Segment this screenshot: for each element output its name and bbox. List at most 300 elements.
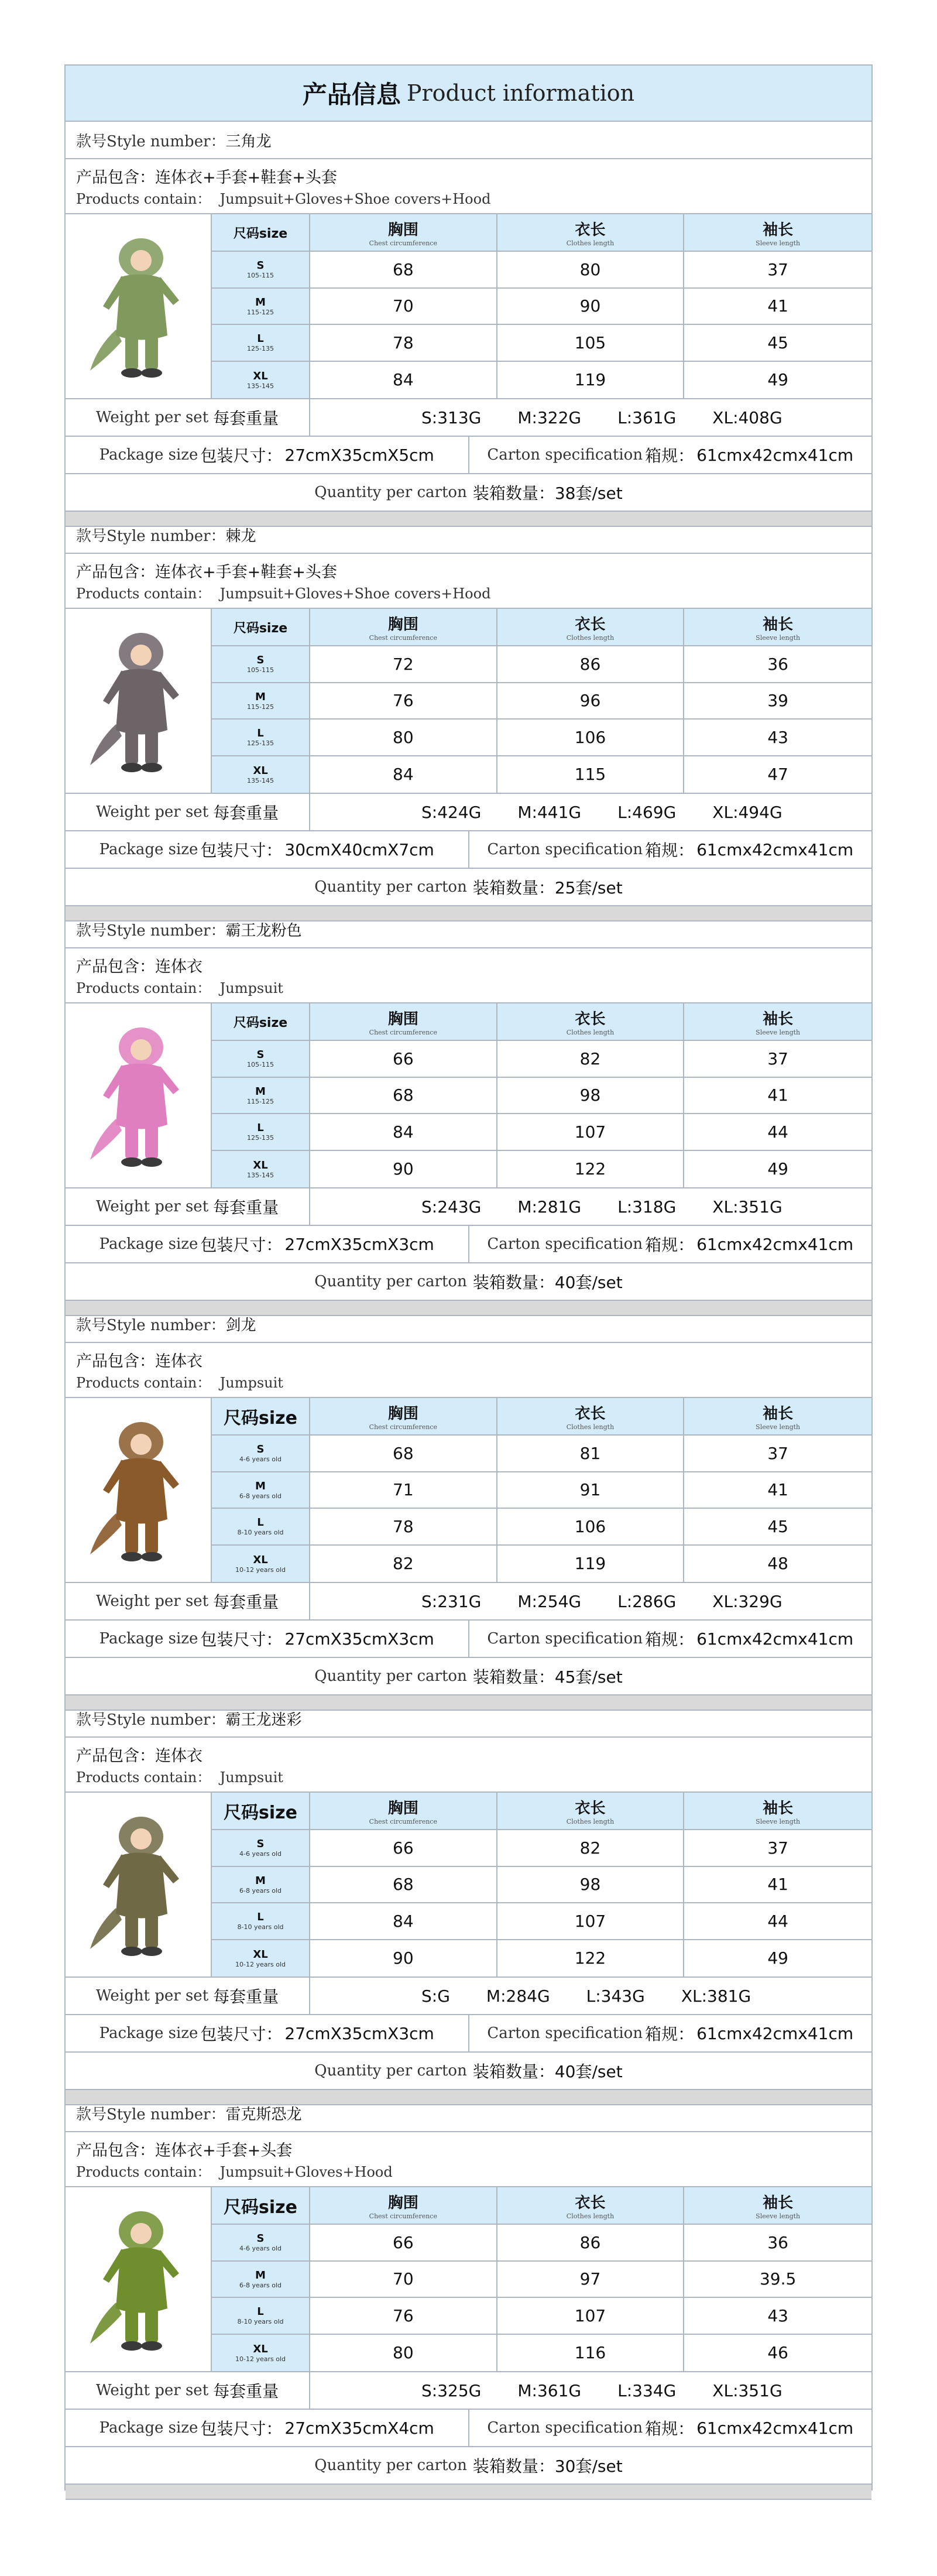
weight-label xyxy=(66,399,310,436)
size-range: 6-8 years old xyxy=(239,1886,282,1895)
quantity-value: 40套/set xyxy=(554,2062,623,2081)
style-number-row xyxy=(66,1306,871,1343)
contains-value-en: Jumpsuit+Gloves+Hood xyxy=(219,2164,393,2180)
size-range: 115-125 xyxy=(247,308,274,316)
size-table xyxy=(212,609,871,793)
size-cell xyxy=(212,1940,310,1977)
contains-label-en: Products contain： xyxy=(76,980,211,996)
quantity-row xyxy=(66,1658,871,1695)
weight-values xyxy=(310,794,871,830)
package-label-en: Package size xyxy=(99,446,198,464)
size-cell xyxy=(212,1436,310,1472)
size-column-header xyxy=(212,2187,310,2225)
size-cell xyxy=(212,756,310,793)
sleeve-header-en: Sleeve length xyxy=(756,1423,801,1431)
weight-label-cn: 每套重量 xyxy=(213,1987,279,2006)
product-photo xyxy=(66,609,212,793)
contains-label-cn: 产品包含： xyxy=(76,958,155,976)
size-header-label: 尺码size xyxy=(233,1015,288,1030)
weight-value: M:322G xyxy=(517,407,582,427)
chest-value: 68 xyxy=(310,1867,497,1904)
sleeve-value: 45 xyxy=(684,1509,871,1546)
chest-header-cn: 胸围 xyxy=(387,1800,418,1817)
product-info-sheet xyxy=(64,64,873,2491)
chest-value: 71 xyxy=(310,1472,497,1509)
sleeve-value: 43 xyxy=(684,2298,871,2335)
sleeve-header-cn: 袖长 xyxy=(763,1800,794,1817)
contains-row xyxy=(66,1343,871,1398)
chest-value: 76 xyxy=(310,683,497,720)
size-header-label: 尺码size xyxy=(224,1803,297,1823)
size-column-header xyxy=(212,1003,310,1041)
chest-value: 84 xyxy=(310,756,497,793)
size-block xyxy=(66,1793,871,1978)
sleeve-value: 37 xyxy=(684,252,871,289)
weight-label xyxy=(66,1978,310,2014)
carton-label-en: Carton specification xyxy=(487,1235,643,1253)
weight-label xyxy=(66,1583,310,1619)
carton-label-cn: 箱规： xyxy=(645,1235,695,1255)
sleeve-header-cn: 袖长 xyxy=(763,1010,794,1028)
quantity-label-en: Quantity per carton xyxy=(314,878,467,896)
carton-value: 61cmx42cmx41cm xyxy=(696,2023,854,2043)
weight-value: XL:494G xyxy=(712,802,782,822)
quantity-value: 38套/set xyxy=(554,484,623,503)
weight-values xyxy=(310,1188,871,1225)
size-table xyxy=(212,1003,871,1187)
length-header-en: Clothes length xyxy=(566,1818,615,1825)
sleeve-value: 37 xyxy=(684,1436,871,1472)
size-code: XL xyxy=(253,764,268,777)
weight-value: M:361G xyxy=(517,2380,582,2400)
weight-row xyxy=(66,794,871,831)
contains-label-cn: 产品包含： xyxy=(76,1747,155,1765)
package-label-cn: 包装尺寸： xyxy=(200,446,283,465)
sleeve-value: 37 xyxy=(684,1041,871,1078)
contains-label-en: Products contain： xyxy=(76,585,211,602)
weight-value: XL:329G xyxy=(712,1591,782,1611)
chest-header-cn: 胸围 xyxy=(387,616,418,633)
size-code: M xyxy=(255,1874,266,1887)
package-label-cn: 包装尺寸： xyxy=(200,1235,283,1255)
length-value: 90 xyxy=(497,289,685,326)
sleeve-value: 41 xyxy=(684,289,871,326)
chest-value: 80 xyxy=(310,2335,497,2372)
package-label-en: Package size xyxy=(99,841,198,858)
style-label: 款号Style number： xyxy=(76,132,226,150)
size-header-label: 尺码size xyxy=(224,1408,297,1429)
size-header-label: 尺码size xyxy=(233,226,288,241)
weight-label xyxy=(66,2372,310,2409)
contains-value-cn: 连体衣 xyxy=(155,958,202,976)
size-block xyxy=(66,1398,871,1583)
quantity-row xyxy=(66,2447,871,2485)
contains-value-en: Jumpsuit xyxy=(219,980,283,996)
chest-header-cn: 胸围 xyxy=(387,221,418,239)
chest-value: 84 xyxy=(310,362,497,399)
style-value: 三角龙 xyxy=(225,132,272,150)
package-row xyxy=(66,1226,871,1263)
dinosaur-costume-image xyxy=(85,619,191,783)
contains-value-en: Jumpsuit+Gloves+Shoe covers+Hood xyxy=(219,191,491,207)
length-value: 97 xyxy=(497,2262,685,2298)
size-range: 4-6 years old xyxy=(239,1850,282,1858)
carton-label-en: Carton specification xyxy=(487,1630,643,1647)
sleeve-column-header xyxy=(684,1003,871,1041)
carton-label-en: Carton specification xyxy=(487,2025,643,2042)
weight-value: M:281G xyxy=(517,1197,582,1217)
chest-column-header xyxy=(310,2187,497,2225)
chest-value: 84 xyxy=(310,1903,497,1940)
chest-column-header xyxy=(310,1003,497,1041)
sleeve-header-cn: 袖长 xyxy=(763,221,794,239)
chest-header-en: Chest circumference xyxy=(369,2212,437,2220)
contains-value-cn: 连体衣 xyxy=(155,1747,202,1765)
length-value: 119 xyxy=(497,362,685,399)
sleeve-header-cn: 袖长 xyxy=(763,1405,794,1423)
chest-header-cn: 胸围 xyxy=(387,2194,418,2212)
size-range: 135-145 xyxy=(247,776,274,785)
length-value: 106 xyxy=(497,720,685,756)
header-title-en: Product information xyxy=(406,80,635,106)
length-header-cn: 衣长 xyxy=(575,1800,606,1817)
contains-row xyxy=(66,1738,871,1793)
product-photo xyxy=(66,1003,212,1187)
contains-label-en: Products contain： xyxy=(76,1769,211,1786)
contains-value-en: Jumpsuit xyxy=(219,1769,283,1786)
carton-label-cn: 箱规： xyxy=(645,2419,695,2438)
contains-value-cn: 连体衣+手套+鞋套+头套 xyxy=(155,563,337,581)
weight-value: L:361G xyxy=(617,407,677,427)
sleeve-value: 36 xyxy=(684,646,871,683)
package-label-cn: 包装尺寸： xyxy=(200,2025,283,2044)
chest-header-cn: 胸围 xyxy=(387,1010,418,1028)
size-code: XL xyxy=(253,2342,268,2355)
size-cell xyxy=(212,2262,310,2298)
dinosaur-costume-image xyxy=(85,1408,191,1572)
length-value: 122 xyxy=(497,1151,685,1188)
carton-label-en: Carton specification xyxy=(487,446,643,464)
package-size xyxy=(66,437,469,473)
package-row xyxy=(66,831,871,869)
length-value: 98 xyxy=(497,1078,685,1115)
sleeve-value: 44 xyxy=(684,1114,871,1151)
package-row xyxy=(66,1621,871,1658)
contains-value-en: Jumpsuit xyxy=(219,1375,283,1391)
length-header-cn: 衣长 xyxy=(575,2194,606,2212)
chest-value: 84 xyxy=(310,1114,497,1151)
length-header-en: Clothes length xyxy=(566,1423,615,1431)
length-value: 86 xyxy=(497,2225,685,2262)
size-block xyxy=(66,609,871,794)
package-label-cn: 包装尺寸： xyxy=(200,1630,283,1649)
length-value: 107 xyxy=(497,1903,685,1940)
size-table xyxy=(212,214,871,398)
chest-header-en: Chest circumference xyxy=(369,1029,437,1036)
contains-value-cn: 连体衣+手套+头套 xyxy=(155,2142,293,2160)
sleeve-column-header xyxy=(684,1793,871,1830)
length-value: 86 xyxy=(497,646,685,683)
contains-label-cn: 产品包含： xyxy=(76,2142,155,2160)
size-code: S xyxy=(256,1049,265,1061)
quantity-label-cn: 装箱数量： xyxy=(472,2457,555,2476)
size-range: 8-10 years old xyxy=(237,2318,284,2326)
length-column-header xyxy=(497,1793,685,1830)
size-range: 135-145 xyxy=(247,1171,274,1179)
sleeve-value: 37 xyxy=(684,1830,871,1867)
carton-value: 61cmx42cmx41cm xyxy=(696,2418,854,2438)
carton-spec xyxy=(469,1226,872,1262)
chest-value: 72 xyxy=(310,646,497,683)
package-value: 27cmX35cmX3cm xyxy=(284,1629,434,1649)
product-photo xyxy=(66,1398,212,1582)
style-value: 霸王龙迷彩 xyxy=(225,1711,302,1729)
length-value: 116 xyxy=(497,2335,685,2372)
chest-header-en: Chest circumference xyxy=(369,634,437,642)
product-photo xyxy=(66,214,212,398)
weight-value: L:343G xyxy=(586,1986,645,2006)
dinosaur-costume-image xyxy=(85,2197,191,2361)
size-code: L xyxy=(257,1911,264,1924)
weight-label-en: Weight per set xyxy=(95,1592,209,1610)
quantity-value: 40套/set xyxy=(554,1273,623,1292)
weight-values xyxy=(310,1978,871,2014)
weight-label-en: Weight per set xyxy=(95,2382,209,2399)
style-value: 剑龙 xyxy=(225,1316,256,1334)
size-header-label: 尺码size xyxy=(224,2197,297,2218)
chest-header-en: Chest circumference xyxy=(369,1423,437,1431)
contains-label-en: Products contain： xyxy=(76,191,211,207)
weight-value: L:286G xyxy=(617,1591,677,1611)
chest-column-header xyxy=(310,1398,497,1436)
length-column-header xyxy=(497,1398,685,1436)
size-header-label: 尺码size xyxy=(233,621,288,636)
sleeve-column-header xyxy=(684,2187,871,2225)
package-row xyxy=(66,437,871,474)
chest-value: 82 xyxy=(310,1546,497,1582)
contains-label-en: Products contain： xyxy=(76,2164,211,2180)
quantity-label-cn: 装箱数量： xyxy=(472,1667,555,1687)
size-cell xyxy=(212,252,310,289)
size-table xyxy=(212,1398,871,1582)
weight-label-cn: 每套重量 xyxy=(213,1592,279,1612)
quantity-label-en: Quantity per carton xyxy=(314,1667,467,1685)
size-code: M xyxy=(255,1085,266,1098)
contains-label-cn: 产品包含： xyxy=(76,169,155,187)
carton-label-cn: 箱规： xyxy=(645,841,695,860)
weight-value: S:G xyxy=(421,1986,450,2006)
size-code: S xyxy=(256,2232,265,2245)
sleeve-value: 36 xyxy=(684,2225,871,2262)
length-header-en: Clothes length xyxy=(566,1029,615,1036)
size-code: XL xyxy=(253,1159,268,1171)
contains-row xyxy=(66,948,871,1003)
sleeve-header-en: Sleeve length xyxy=(756,2212,801,2220)
package-size xyxy=(66,2410,469,2446)
size-cell xyxy=(212,2335,310,2372)
length-value: 119 xyxy=(497,1546,685,1582)
sleeve-value: 46 xyxy=(767,2343,788,2363)
sleeve-value: 41 xyxy=(684,1867,871,1904)
chest-column-header xyxy=(310,214,497,252)
length-value: 82 xyxy=(497,1830,685,1867)
quantity-label-cn: 装箱数量： xyxy=(472,484,555,503)
size-range: 135-145 xyxy=(247,382,274,390)
sleeve-value: 44 xyxy=(684,1903,871,1940)
size-range: 4-6 years old xyxy=(239,1455,282,1464)
weight-row xyxy=(66,1978,871,2015)
weight-row xyxy=(66,1583,871,1621)
size-cell xyxy=(212,1867,310,1904)
carton-label-cn: 箱规： xyxy=(645,1630,695,1649)
sleeve-value: 43 xyxy=(684,720,871,756)
chest-value: 76 xyxy=(310,2298,497,2335)
size-table xyxy=(212,1793,871,1976)
sleeve-value: 49 xyxy=(767,1159,788,1179)
weight-label xyxy=(66,1188,310,1225)
dinosaur-costume-image xyxy=(85,224,191,388)
chest-value: 70 xyxy=(310,2262,497,2298)
size-code: M xyxy=(255,2269,266,2282)
sleeve-column-header xyxy=(684,1398,871,1436)
sleeve-value: 45 xyxy=(684,325,871,362)
size-code: XL xyxy=(253,1948,268,1961)
size-cell xyxy=(212,1509,310,1546)
size-range: 10-12 years old xyxy=(235,1960,286,1968)
carton-label-en: Carton specification xyxy=(487,2419,643,2437)
quantity-value: 25套/set xyxy=(554,878,623,898)
weight-value: S:325G xyxy=(421,2380,482,2400)
length-column-header xyxy=(497,2187,685,2225)
sheet-header xyxy=(66,66,871,122)
chest-header-en: Chest circumference xyxy=(369,1818,437,1825)
size-range: 6-8 years old xyxy=(239,2281,282,2289)
size-cell xyxy=(212,289,310,326)
size-range: 10-12 years old xyxy=(235,2355,286,2363)
length-column-header xyxy=(497,609,685,646)
size-range: 6-8 years old xyxy=(239,1492,282,1500)
weight-values xyxy=(310,2372,871,2409)
size-cell xyxy=(212,683,310,720)
style-label: 款号Style number： xyxy=(76,527,226,545)
quantity-label-cn: 装箱数量： xyxy=(472,878,555,898)
carton-spec xyxy=(469,1621,872,1657)
sleeve-value: 48 xyxy=(767,1554,788,1574)
product-list xyxy=(66,122,871,2489)
size-column-header xyxy=(212,609,310,646)
package-row xyxy=(66,2015,871,2053)
weight-row xyxy=(66,399,871,437)
size-range: 8-10 years old xyxy=(237,1529,284,1537)
contains-row xyxy=(66,2132,871,2187)
sleeve-value: 49 xyxy=(767,1948,788,1968)
size-range: 4-6 years old xyxy=(239,2245,282,2253)
package-value: 27cmX35cmX4cm xyxy=(284,2418,434,2438)
sleeve-column-header xyxy=(684,609,871,646)
style-label: 款号Style number： xyxy=(76,922,226,940)
quantity-row xyxy=(66,869,871,906)
sleeve-column-header xyxy=(684,214,871,252)
style-number-row xyxy=(66,2095,871,2132)
style-label: 款号Style number： xyxy=(76,2105,226,2123)
contains-row xyxy=(66,554,871,609)
size-code: L xyxy=(257,1122,264,1135)
length-header-en: Clothes length xyxy=(566,2212,615,2220)
product-block xyxy=(66,1306,871,1700)
chest-value: 80 xyxy=(310,720,497,756)
carton-spec xyxy=(469,2410,872,2446)
size-range: 10-12 years old xyxy=(235,1566,286,1574)
size-range: 125-135 xyxy=(247,739,274,748)
chest-value: 90 xyxy=(310,1151,497,1188)
package-label-en: Package size xyxy=(99,1630,198,1647)
package-label-cn: 包装尺寸： xyxy=(200,841,283,860)
carton-label-en: Carton specification xyxy=(487,841,643,858)
product-photo xyxy=(66,1793,212,1976)
size-column-header xyxy=(212,1793,310,1830)
sleeve-header-en: Sleeve length xyxy=(756,1029,801,1036)
size-cell xyxy=(212,646,310,683)
contains-row xyxy=(66,159,871,214)
quantity-row xyxy=(66,2053,871,2090)
quantity-label-cn: 装箱数量： xyxy=(472,2062,555,2081)
weight-label-en: Weight per set xyxy=(95,1987,209,2005)
style-label: 款号Style number： xyxy=(76,1711,226,1729)
package-value: 27cmX35cmX5cm xyxy=(284,445,434,465)
package-size xyxy=(66,1621,469,1657)
size-range: 115-125 xyxy=(247,703,274,711)
weight-value: XL:408G xyxy=(712,407,782,427)
contains-value-cn: 连体衣+手套+鞋套+头套 xyxy=(155,169,337,187)
contains-value-en: Jumpsuit+Gloves+Shoe covers+Hood xyxy=(219,585,491,602)
weight-label-en: Weight per set xyxy=(95,803,209,821)
sleeve-header-en: Sleeve length xyxy=(756,239,801,247)
length-value: 98 xyxy=(497,1867,685,1904)
length-value: 80 xyxy=(497,252,685,289)
length-header-cn: 衣长 xyxy=(575,1405,606,1423)
chest-value: 66 xyxy=(310,1830,497,1867)
quantity-value: 30套/set xyxy=(554,2457,623,2476)
style-number-row xyxy=(66,122,871,159)
size-code: S xyxy=(256,259,265,272)
dinosaur-costume-image xyxy=(85,1013,191,1177)
length-header-cn: 衣长 xyxy=(575,221,606,239)
length-header-cn: 衣长 xyxy=(575,616,606,633)
sleeve-value: 41 xyxy=(684,1078,871,1115)
style-value: 雷克斯恐龙 xyxy=(225,2105,302,2123)
size-column-header xyxy=(212,214,310,252)
sleeve-header-en: Sleeve length xyxy=(756,634,801,642)
carton-value: 61cmx42cmx41cm xyxy=(696,1629,854,1649)
length-value: 107 xyxy=(497,1114,685,1151)
length-value: 105 xyxy=(497,325,685,362)
weight-value: S:424G xyxy=(421,802,482,822)
length-value: 81 xyxy=(497,1436,685,1472)
chest-value: 78 xyxy=(310,325,497,362)
length-value: 82 xyxy=(497,1041,685,1078)
size-table xyxy=(212,2187,871,2371)
package-value: 27cmX35cmX3cm xyxy=(284,1234,434,1254)
size-code: S xyxy=(256,654,265,667)
quantity-label-en: Quantity per carton xyxy=(314,2457,467,2474)
size-cell xyxy=(212,720,310,756)
size-cell xyxy=(212,1903,310,1940)
length-column-header xyxy=(497,214,685,252)
weight-label-en: Weight per set xyxy=(95,1198,209,1215)
sleeve-value: 49 xyxy=(767,370,788,390)
length-header-cn: 衣长 xyxy=(575,1010,606,1028)
weight-values xyxy=(310,399,871,436)
